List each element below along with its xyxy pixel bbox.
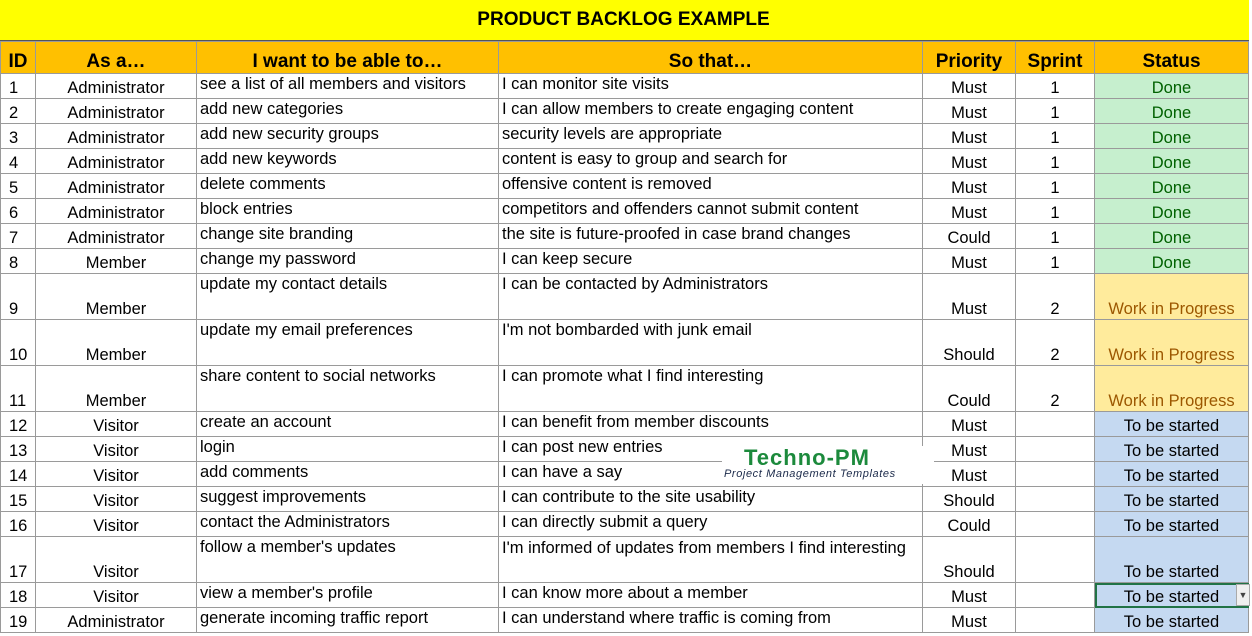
header-priority[interactable]: Priority — [923, 42, 1016, 74]
header-role[interactable]: As a… — [36, 42, 197, 74]
row-role-cell[interactable]: Administrator — [36, 174, 197, 199]
table-row — [1, 224, 1249, 249]
table-row — [1, 249, 1249, 274]
row-status-cell[interactable]: Done — [1095, 199, 1249, 224]
row-id-cell[interactable]: 4 — [1, 149, 36, 174]
table-row — [1, 412, 1249, 437]
row-want-cell[interactable]: view a member's profile — [197, 583, 499, 608]
row-want-cell[interactable]: add new keywords — [197, 149, 499, 174]
row-sprint-cell[interactable] — [1016, 462, 1095, 487]
row-priority-cell[interactable]: Must — [923, 149, 1016, 174]
row-want-cell[interactable]: see a list of all members and visitors — [197, 74, 499, 99]
row-so-that-cell[interactable]: I'm not bombarded with junk email — [499, 320, 923, 366]
table-row — [1, 199, 1249, 224]
row-want-cell[interactable]: add new categories — [197, 99, 499, 124]
row-sprint-cell[interactable]: 2 — [1016, 320, 1095, 366]
table-row — [1, 149, 1249, 174]
row-sprint-cell[interactable]: 1 — [1016, 124, 1095, 149]
row-so-that-cell[interactable]: content is easy to group and search for — [499, 149, 923, 174]
row-priority-cell[interactable]: Must — [923, 437, 1016, 462]
row-so-that-cell[interactable]: I can promote what I find interesting — [499, 366, 923, 412]
row-role-cell[interactable]: Visitor — [36, 512, 197, 537]
row-so-that-cell[interactable]: I can know more about a member — [499, 583, 923, 608]
row-status-cell[interactable]: Done — [1095, 224, 1249, 249]
table-row — [1, 608, 1249, 633]
row-so-that-cell[interactable]: I can have a say — [499, 462, 923, 487]
logo-brand: Techno-PM — [744, 445, 870, 470]
row-id-cell[interactable]: 18 — [1, 583, 36, 608]
sheet-title-cell[interactable] — [0, 0, 1249, 41]
row-want-cell[interactable]: update my contact details — [197, 274, 499, 320]
row-priority-cell[interactable]: Must — [923, 74, 1016, 99]
row-so-that-cell[interactable]: I can be contacted by Administrators — [499, 274, 923, 320]
row-so-that-cell[interactable]: I can directly submit a query — [499, 512, 923, 537]
row-priority-cell[interactable]: Should — [923, 487, 1016, 512]
row-sprint-cell[interactable]: 1 — [1016, 74, 1095, 99]
row-role-cell[interactable]: Member — [36, 274, 197, 320]
row-role-cell[interactable]: Administrator — [36, 74, 197, 99]
row-status-cell[interactable]: Work in Progress — [1095, 366, 1249, 412]
row-status-cell[interactable]: Done — [1095, 174, 1249, 199]
row-sprint-cell[interactable] — [1016, 437, 1095, 462]
row-sprint-cell[interactable]: 1 — [1016, 249, 1095, 274]
row-want-cell[interactable]: block entries — [197, 199, 499, 224]
row-status-cell[interactable]: To be started — [1095, 412, 1249, 437]
row-so-that-cell[interactable]: I can post new entries — [499, 437, 923, 462]
row-id-cell[interactable]: 6 — [1, 199, 36, 224]
row-priority-cell[interactable]: Must — [923, 412, 1016, 437]
row-status-cell[interactable]: Work in Progress — [1095, 274, 1249, 320]
row-priority-cell[interactable]: Could — [923, 224, 1016, 249]
row-sprint-cell[interactable] — [1016, 583, 1095, 608]
row-id-cell[interactable]: 3 — [1, 124, 36, 149]
table-row — [1, 99, 1249, 124]
header-row — [1, 42, 1249, 74]
row-role-cell[interactable]: Administrator — [36, 149, 197, 174]
row-id-cell[interactable]: 1 — [1, 74, 36, 99]
row-want-cell[interactable]: generate incoming traffic report — [197, 608, 499, 633]
header-status[interactable]: Status — [1095, 42, 1249, 74]
row-status-cell[interactable]: Done — [1095, 99, 1249, 124]
row-role-cell[interactable]: Administrator — [36, 124, 197, 149]
logo-tagline: Project Management Templates — [724, 468, 896, 480]
row-id-cell[interactable]: 11 — [1, 366, 36, 412]
row-id-cell[interactable]: 9 — [1, 274, 36, 320]
table-row — [1, 274, 1249, 320]
techno-pm-logo — [722, 446, 934, 484]
row-status-cell[interactable]: Done — [1095, 74, 1249, 99]
row-want-cell[interactable]: add comments — [197, 462, 499, 487]
row-so-that-cell[interactable]: I can monitor site visits — [499, 74, 923, 99]
table-row — [1, 437, 1249, 462]
row-so-that-cell[interactable]: I can allow members to create engaging content — [499, 99, 923, 124]
row-id-cell[interactable]: 15 — [1, 487, 36, 512]
row-sprint-cell[interactable]: 2 — [1016, 366, 1095, 412]
row-role-cell[interactable]: Visitor — [36, 437, 197, 462]
row-id-cell[interactable]: 13 — [1, 437, 36, 462]
row-id-cell[interactable]: 8 — [1, 249, 36, 274]
row-role-cell[interactable]: Administrator — [36, 199, 197, 224]
row-sprint-cell[interactable]: 1 — [1016, 199, 1095, 224]
row-want-cell[interactable]: share content to social networks — [197, 366, 499, 412]
row-sprint-cell[interactable] — [1016, 537, 1095, 583]
row-priority-cell[interactable]: Should — [923, 320, 1016, 366]
chevron-down-icon[interactable]: ▼ — [1236, 584, 1250, 606]
row-want-cell[interactable]: login — [197, 437, 499, 462]
row-id-cell[interactable]: 12 — [1, 412, 36, 437]
row-priority-cell[interactable]: Must — [923, 583, 1016, 608]
row-want-cell[interactable]: contact the Administrators — [197, 512, 499, 537]
row-so-that-cell[interactable]: I'm informed of updates from members I find interesting — [499, 537, 923, 583]
row-so-that-cell[interactable]: competitors and offenders cannot submit content — [499, 199, 923, 224]
header-want[interactable]: I want to be able to… — [197, 42, 499, 74]
row-status-cell[interactable]: To be started — [1095, 487, 1249, 512]
row-so-that-cell[interactable]: the site is future-proofed in case brand changes — [499, 224, 923, 249]
row-status-cell[interactable]: Done — [1095, 124, 1249, 149]
row-want-cell[interactable]: follow a member's updates — [197, 537, 499, 583]
table-row — [1, 537, 1249, 583]
table-row — [1, 583, 1249, 608]
table-row — [1, 124, 1249, 149]
row-role-cell[interactable]: Administrator — [36, 608, 197, 633]
header-sprint[interactable]: Sprint — [1016, 42, 1095, 74]
row-sprint-cell[interactable] — [1016, 608, 1095, 633]
row-so-that-cell[interactable]: I can keep secure — [499, 249, 923, 274]
row-role-cell[interactable]: Visitor — [36, 537, 197, 583]
row-priority-cell[interactable]: Could — [923, 512, 1016, 537]
row-want-cell[interactable]: add new security groups — [197, 124, 499, 149]
row-role-cell[interactable]: Visitor — [36, 462, 197, 487]
row-id-cell[interactable]: 19 — [1, 608, 36, 633]
table-row — [1, 174, 1249, 199]
row-role-cell[interactable]: Member — [36, 249, 197, 274]
row-role-cell[interactable]: Member — [36, 320, 197, 366]
row-want-cell[interactable]: suggest improvements — [197, 487, 499, 512]
row-priority-cell[interactable]: Must — [923, 174, 1016, 199]
row-id-cell[interactable]: 14 — [1, 462, 36, 487]
row-role-cell[interactable]: Visitor — [36, 487, 197, 512]
row-id-cell[interactable]: 17 — [1, 537, 36, 583]
table-row — [1, 512, 1249, 537]
row-role-cell[interactable]: Visitor — [36, 583, 197, 608]
row-role-cell[interactable]: Member — [36, 366, 197, 412]
row-status-cell[interactable]: Work in Progress — [1095, 320, 1249, 366]
row-status-cell[interactable]: To be started — [1095, 512, 1249, 537]
sheet-title: PRODUCT BACKLOG EXAMPLE — [477, 9, 770, 30]
row-status-cell[interactable]: Done — [1095, 149, 1249, 174]
row-status-cell[interactable]: Done — [1095, 249, 1249, 274]
row-priority-cell[interactable]: Must — [923, 274, 1016, 320]
row-id-cell[interactable]: 10 — [1, 320, 36, 366]
row-priority-cell[interactable]: Must — [923, 249, 1016, 274]
row-status-cell[interactable]: To be started — [1095, 608, 1249, 633]
row-priority-cell[interactable]: Should — [923, 537, 1016, 583]
row-so-that-cell[interactable]: I can understand where traffic is coming from — [499, 608, 923, 633]
row-so-that-cell[interactable]: security levels are appropriate — [499, 124, 923, 149]
row-priority-cell[interactable]: Could — [923, 366, 1016, 412]
row-want-cell[interactable]: change my password — [197, 249, 499, 274]
row-id-cell[interactable]: 2 — [1, 99, 36, 124]
row-id-cell[interactable]: 16 — [1, 512, 36, 537]
table-row — [1, 487, 1249, 512]
row-sprint-cell[interactable]: 2 — [1016, 274, 1095, 320]
row-so-that-cell[interactable]: I can contribute to the site usability — [499, 487, 923, 512]
row-status-cell[interactable]: To be started — [1095, 583, 1249, 608]
table-row — [1, 462, 1249, 487]
row-want-cell[interactable]: delete comments — [197, 174, 499, 199]
row-sprint-cell[interactable] — [1016, 487, 1095, 512]
row-status-cell[interactable]: To be started — [1095, 537, 1249, 583]
table-row — [1, 366, 1249, 412]
row-role-cell[interactable]: Administrator — [36, 99, 197, 124]
row-sprint-cell[interactable] — [1016, 412, 1095, 437]
row-want-cell[interactable]: update my email preferences — [197, 320, 499, 366]
table-row — [1, 320, 1249, 366]
row-status-cell[interactable]: To be started — [1095, 462, 1249, 487]
row-sprint-cell[interactable]: 1 — [1016, 99, 1095, 124]
row-so-that-cell[interactable]: I can benefit from member discounts — [499, 412, 923, 437]
row-role-cell[interactable]: Administrator — [36, 224, 197, 249]
row-sprint-cell[interactable]: 1 — [1016, 174, 1095, 199]
row-priority-cell[interactable]: Must — [923, 99, 1016, 124]
row-id-cell[interactable]: 7 — [1, 224, 36, 249]
backlog-table — [0, 41, 1249, 633]
row-want-cell[interactable]: create an account — [197, 412, 499, 437]
row-so-that-cell[interactable]: offensive content is removed — [499, 174, 923, 199]
row-status-cell[interactable]: To be started — [1095, 437, 1249, 462]
row-role-cell[interactable]: Visitor — [36, 412, 197, 437]
row-priority-cell[interactable]: Must — [923, 462, 1016, 487]
row-id-cell[interactable]: 5 — [1, 174, 36, 199]
row-priority-cell[interactable]: Must — [923, 199, 1016, 224]
row-want-cell[interactable]: change site branding — [197, 224, 499, 249]
row-sprint-cell[interactable] — [1016, 512, 1095, 537]
header-id[interactable]: ID — [1, 42, 36, 74]
table-row — [1, 74, 1249, 99]
row-sprint-cell[interactable]: 1 — [1016, 149, 1095, 174]
row-sprint-cell[interactable]: 1 — [1016, 224, 1095, 249]
row-priority-cell[interactable]: Must — [923, 124, 1016, 149]
header-so-that[interactable]: So that… — [499, 42, 923, 74]
row-priority-cell[interactable]: Must — [923, 608, 1016, 633]
